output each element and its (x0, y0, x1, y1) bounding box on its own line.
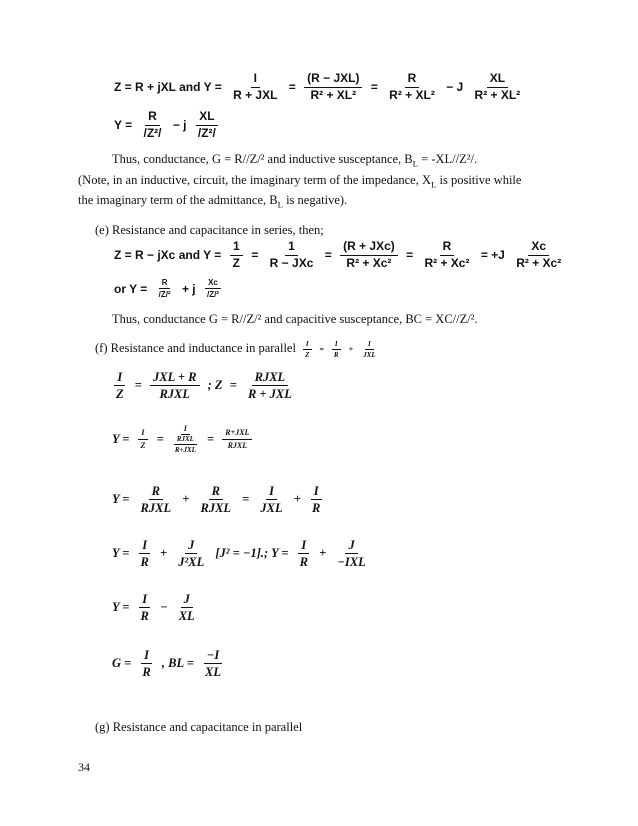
fraction: $\frac{I}{R}$ (140, 538, 149, 570)
equation-f-b: Y = $\frac{I}{Z}$ = $\frac{I}{\frac{\text{RJXL}}{\text{R+JXL}}}$ = $\frac{\text{R+JXL}}{\text{RJXL}}$ (110, 424, 255, 454)
page-number: 34 (78, 760, 90, 774)
compound-fraction: $\frac{I}{\frac{\text{RJXL}}{\text{R+JXL}}}$ (172, 424, 199, 454)
fraction: $\frac{R}{\text{R² + XL²}}$ (389, 71, 435, 102)
fraction: $\frac{\text{R+JXL}}{\text{RJXL}}$ (222, 428, 252, 449)
equation-y-inductive: Y = $\frac{R}{\text{/Z²/}}$ − j $\frac{XL}{\text{/Z²/}}$ (112, 110, 222, 141)
note-line-1: (Note, in an inductive, circuit, the imaginary term of the impedance, $X_L$ is positive while (78, 173, 522, 190)
fraction: $\frac{R}{\text{RJXL}}$ (200, 484, 232, 516)
equation-f-e: Y = $\frac{I}{R}$ − $\frac{J}{XL}$ (110, 592, 201, 624)
fraction: $\frac{\text{(R − JXL)}}{\text{R² + XL²}}$ (304, 72, 362, 103)
heading-equation: $\frac{I}{Z}$ = $\frac{I}{R}$ + $\frac{I}{\text{JXL}}$ (299, 344, 382, 353)
fraction: $\frac{I}{R}$ (142, 648, 151, 680)
section-g-heading: (g) Resistance and capacitance in parallel (95, 720, 303, 734)
fraction: $\frac{I}{Z}$ (302, 340, 312, 359)
fraction: $\frac{I}{Z}$ (116, 370, 124, 402)
fraction: $\frac{\text{JXL + R}}{\text{RJXL}}$ (150, 370, 199, 402)
equation-f-f: G = $\frac{I}{R}$ , BL = $\frac{-I}{XL}$ (110, 648, 227, 680)
fraction: $\frac{R}{\text{R² + Xc²}}$ (424, 239, 470, 270)
fraction: $\frac{Xc}{\text{R² + Xc²}}$ (516, 239, 562, 270)
fraction: $\frac{I}{R}$ (299, 538, 308, 570)
conductance-capacitive-text: Thus, conductance G = R//Z/² and capacitive susceptance, BC = XC//Z/². (112, 312, 478, 326)
fraction: $\frac{XL}{\text{R² + XL²}}$ (474, 71, 521, 102)
fraction: $\frac{I}{\text{JXL}}$ (260, 484, 283, 516)
fraction: $\frac{1}{Z}$ (230, 240, 243, 271)
fraction: $\frac{I}{Z}$ (138, 428, 149, 449)
fraction: $\frac{J}{XL}$ (178, 592, 195, 624)
equation-f-d: Y = $\frac{I}{R}$ + $\frac{J}{\text{J²XL}}$ [J² = −1].; Y = $\frac{I}{R}$ + $\frac{J}{\text{−IXL}}$ (110, 538, 372, 570)
equation-z-and-y-inductive: Z = R + jXL and Y = $\frac{I}{\text{R + JXL}}$ = $\frac{\text{(R − JXL)}}{\text{R² + XL²}}$ = $\frac{R}{\text{R² + XL²}}$ − J $\frac{XL}{\text{R² + XL²}}$ (112, 72, 526, 103)
fraction: $\frac{I}{R}$ (140, 592, 149, 624)
fraction: $\frac{XL}{\text{/Z²/}}$ (197, 109, 216, 140)
fraction: $\frac{\text{RJXL}}{\text{R+JXL}}$ (174, 435, 196, 455)
fraction: $\frac{R}{\text{RJXL}}$ (140, 484, 172, 516)
conductance-inductive-text: Thus, conductance, G = R//Z/² and inductive susceptance, $B_L = -XL//Z^2/$. (112, 152, 478, 169)
fraction: $\frac{\text{RJXL}}{\text{R + JXL}}$ (247, 370, 292, 402)
note-line-2: the imaginary term of the admittance, $B_L$ is negative). (78, 193, 348, 210)
section-e-heading: (e) Resistance and capacitance in series, then; (95, 223, 324, 237)
fraction: $\frac{J}{\text{J²XL}}$ (178, 538, 205, 570)
equation-y-capacitive: or Y = $\frac{R}{\text{/Z/²}}$ + j $\frac{Xc}{\text{/Z/²}}$ (112, 278, 225, 299)
fraction: $\frac{I}{\text{R + JXL}}$ (233, 71, 278, 102)
fraction: $\frac{1}{\text{R − JXc}}$ (269, 239, 314, 270)
section-f-heading: (f) Resistance and inductance in parallel $\frac{I}{Z}$ = $\frac{I}{R}$ + $\frac{I}{\text{JXL}}$ (95, 340, 382, 359)
equation-f-c: Y = $\frac{R}{\text{RJXL}}$ + $\frac{R}{\text{RJXL}}$ = $\frac{I}{\text{JXL}}$ + $\frac{I}{R}$ (110, 484, 326, 516)
fraction: $\frac{R}{\text{/Z/²}}$ (158, 278, 171, 300)
fraction: $\frac{R}{\text{/Z²/}}$ (143, 109, 162, 140)
fraction: $\frac{I}{R}$ (331, 340, 342, 359)
fraction: $\frac{I}{R}$ (312, 484, 321, 516)
fraction: $\frac{\text{(R + JXc)}}{\text{R² + Xc²}}$ (340, 240, 398, 271)
equation-f-a: $\frac{I}{Z}$ = $\frac{\text{JXL + R}}{\text{RJXL}}$ ; Z = $\frac{\text{RJXL}}{\text{R + JXL}}$ (110, 370, 298, 402)
fraction: $\frac{-I}{XL}$ (205, 648, 221, 680)
fraction: $\frac{J}{\text{−IXL}}$ (337, 538, 366, 570)
fraction: $\frac{Xc}{\text{/Z/²}}$ (206, 278, 219, 300)
equation-z-and-y-capacitive: Z = R − jXc and Y = $\frac{1}{Z}$ = $\frac{1}{\text{R − JXc}}$ = $\frac{\text{(R + JXc)}}{\text{R² + Xc²}}$ = $\frac{R}{\text{R² + Xc²}}$ = +J $\frac{Xc}{\text{R² + Xc²}}$ (112, 240, 567, 271)
fraction: $\frac{I}{\text{JXL}}$ (363, 340, 376, 360)
